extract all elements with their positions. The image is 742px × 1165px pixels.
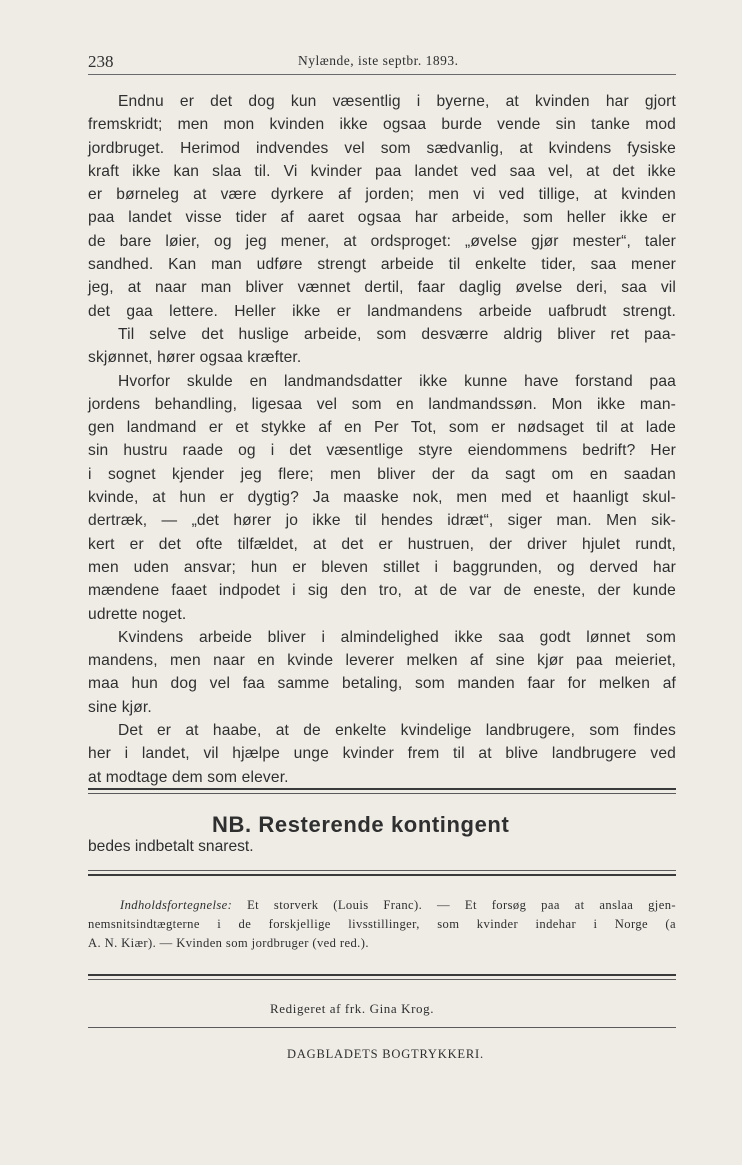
body-line: kraft ikke kan slaa til. Vi kvinder paa landet ved saa vel, at det ikke — [88, 162, 676, 180]
body-line: gen landmand er et stykke af en Per Tot, som er nødsaget til at lade — [88, 419, 676, 437]
notice-divider-thin — [88, 870, 676, 871]
body-line: sin hustru raade og i det væsentlige styre eiendommens bedrift? Her — [88, 442, 676, 460]
body-line: det gaa lettere. Heller ikke er landmandens arbeide uafbrudt strengt. — [88, 302, 676, 320]
toc-line: A. N. Kiær). — Kvinden som jordbruger (ved red.). — [88, 936, 369, 950]
body-line: dertræk, — „det hører jo ikke til hendes idræt“, siger man. Men sik- — [88, 512, 676, 530]
body-line: Til selve det huslige arbeide, som desværre aldrig bliver ret paa- — [118, 325, 676, 343]
page-number: 238 — [88, 52, 114, 71]
body-line: jordens behandling, ligesaa vel som en landmandssøn. Mon ikke man- — [88, 395, 676, 413]
body-line: udrette noget. — [88, 605, 187, 623]
article-body — [88, 90, 676, 789]
body-line: kvinde, at hun er dygtig? Ja maaske nok, men med et haanligt skul- — [88, 489, 676, 507]
toc-line — [88, 896, 676, 915]
section-divider-top — [88, 788, 676, 790]
body-line: maa hun dog vel faa samme betaling, som manden faar for melken af — [88, 675, 676, 693]
notice-heading: NB. Resterende kontingent — [212, 812, 510, 837]
body-line: at modtage dem som elever. — [88, 768, 289, 786]
footer-divider — [88, 1027, 676, 1028]
body-line: mandens, men naar en kvinde leverer melken af sine kjør paa meieriet, — [88, 652, 676, 670]
notice-divider — [88, 874, 676, 876]
body-line: sine kjør. — [88, 698, 152, 716]
running-title: Nylænde, iste septbr. 1893. — [298, 53, 459, 68]
body-line: kert er det ofte tilfældet, at det er hustruen, der driver hjulet rundt, — [88, 535, 676, 553]
printer-credit: DAGBLADETS BOGTRYKKERI. — [287, 1047, 484, 1061]
body-line: mændene faaet indpodet i sig den tro, at de var de eneste, der kunde — [88, 582, 676, 600]
body-line: jeg, at naar man bliver vænnet dertil, faar daglig øvelse deri, saa vil — [88, 279, 676, 297]
header-rule — [88, 74, 676, 75]
editor-credit: Redigeret af frk. Gina Krog. — [270, 1001, 435, 1016]
toc-entries: Et storverk (Louis Franc). — Et forsøg paa at anslaa gjen- — [247, 898, 676, 912]
body-line: Det er at haabe, at de enkelte kvindelige landbrugere, som findes — [118, 722, 676, 740]
table-of-contents — [88, 896, 676, 953]
toc-label: Indholdsfortegnelse: — [120, 898, 233, 912]
body-line: Hvorfor skulde en landmandsdatter ikke kunne have forstand paa — [118, 372, 676, 390]
body-line: paa landet visse tider af aaret ogsaa har arbeide, som heller ikke er — [88, 209, 676, 227]
body-line: jordbruget. Herimod indvendes vel som sædvanlig, at kvindens fysiske — [88, 139, 676, 157]
body-line: Endnu er det dog kun væsentlig i byerne, at kvinden har gjort — [118, 93, 676, 110]
toc-divider — [88, 974, 676, 976]
body-line: i sognet kjender jeg flere; men bliver der da sagt om en saadan — [88, 465, 676, 483]
body-line: er børneleg at være dyrkere af jorden; men vi ved tillige, at kvinden — [88, 186, 676, 204]
toc-divider-thin — [88, 979, 676, 980]
body-line: skjønnet, hører ogsaa kræfter. — [88, 349, 302, 367]
body-line: de bare løier, og jeg mener, at ordsproget: „øvelse gjør mester“, taler — [88, 232, 676, 250]
page-header — [88, 52, 676, 70]
section-divider-top-thin — [88, 793, 676, 794]
body-line: Kvindens arbeide bliver i almindelighed ikke saa godt lønnet som — [118, 628, 676, 646]
body-line: sandhed. Kan man udføre strengt arbeide til enkelte tider, saa mener — [88, 256, 676, 274]
body-line: fremskridt; men mon kvinden ikke ogsaa burde vende sin tanke mod — [88, 116, 676, 134]
notice-subtext: bedes indbetalt snarest. — [88, 838, 254, 855]
body-line: men uden ansvar; hun er bleven stillet i baggrunden, og derved har — [88, 558, 676, 576]
body-line: her i landet, vil hjælpe unge kvinder frem til at blive landbrugere ved — [88, 745, 676, 763]
toc-line: nemsnitsindtægterne i de forskjellige livsstillinger, som kvinder indehar i Norge (a — [88, 917, 676, 931]
